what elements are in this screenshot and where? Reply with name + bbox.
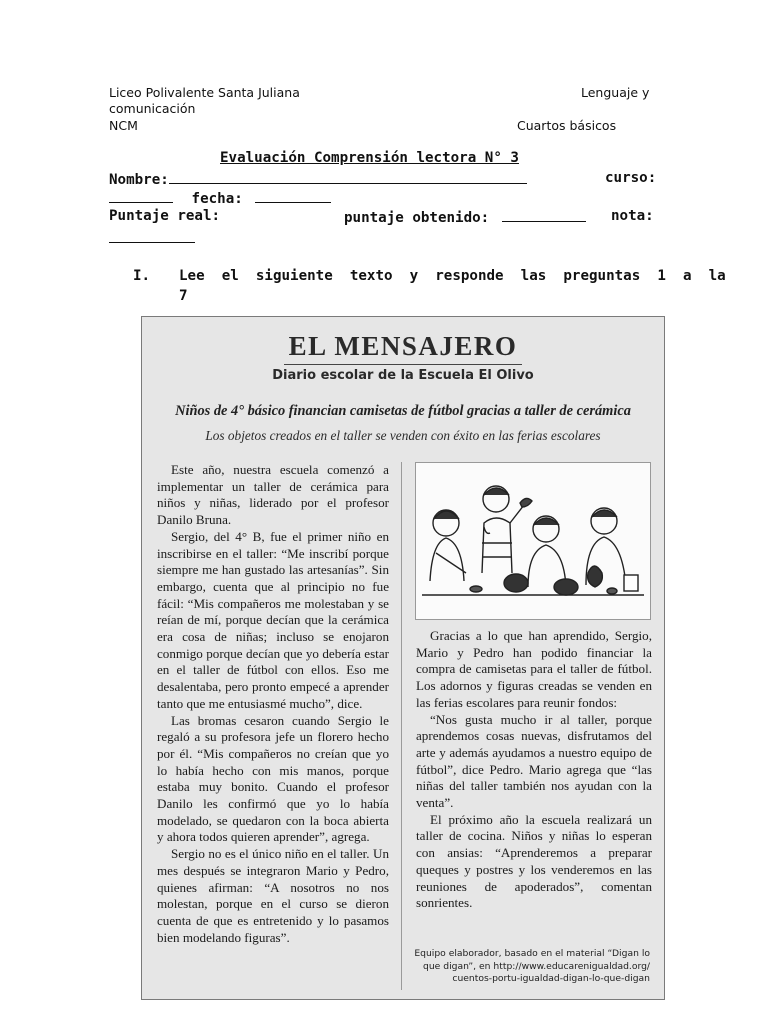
instruction-text-cont: 7 xyxy=(179,288,188,304)
credit-line: Equipo elaborador, basado en el material “Digan lo xyxy=(414,948,650,959)
name-field[interactable] xyxy=(169,169,527,184)
school-name: Liceo Polivalente Santa Juliana xyxy=(109,85,300,100)
credit-line: cuentos-portu-igualdad-digan-lo-que-digan xyxy=(452,973,650,985)
instruction-number: I. xyxy=(133,268,151,284)
grade-label: Cuartos básicos xyxy=(517,118,617,133)
lead: Los objetos creados en el taller se venden con éxito en las ferias escolares xyxy=(205,428,601,443)
paragraph: Gracias a lo que han aprendido, Sergio, Mario y Pedro han podido financiar la compra de camisetas para el taller de fútbol. Los adornos y figuras creadas se venden en las ferias escolares para reunir fondos: xyxy=(416,628,652,710)
subject-label: Lenguaje y xyxy=(581,85,650,100)
fecha-field[interactable] xyxy=(255,188,331,203)
nota-label: nota: xyxy=(611,208,654,224)
paragraph: Sergio, del 4° B, fue el primer niño en inscribirse en el taller: “Me inscribí porque siempre me han gustado las artesanías”. Sin embargo, cuenta que al principio no fue fácil: “Mis compañeros me molestaban y se reían de mí, porque decían que la cerámica era cosa de niñas; incluso se enojaron conmigo porque decían que yo debería estar en el taller de fútbol con ellos. Eso me desalentaba, pero pronto empecé a aprender tanto que me entusiasmé mucho”, dice. xyxy=(157,528,389,711)
children-pottery-illustration xyxy=(415,462,651,620)
article-right-column xyxy=(416,628,652,912)
fecha-label: fecha: xyxy=(191,191,243,207)
headline: Niños de 4° básico financian camisetas de fútbol gracias a taller de cerámica xyxy=(175,403,631,419)
paragraph: Sergio no es el único niño en el taller. Un mes después se integraron Mario y Pedro, quienes afirman: “A nosotros no nos molestan, porque en el curso se dieron cuenta de que es entretenido y lo pasamos bien modelando figuras”. xyxy=(157,846,389,945)
puntaje-obtenido-label: puntaje obtenido: xyxy=(344,210,490,226)
puntaje-real-label: Puntaje real: xyxy=(109,208,221,224)
source-credit xyxy=(404,948,650,986)
curso-field[interactable] xyxy=(109,188,173,203)
evaluation-title: Evaluación Comprensión lectora N° 3 xyxy=(220,150,519,166)
article-left-column xyxy=(157,462,389,946)
instruction-text: Lee el siguiente texto y responde las preguntas 1 a la xyxy=(179,268,726,284)
paragraph: El próximo año la escuela realizará un taller de cocina. Niños y niñas lo esperan con ansias: “Aprenderemos a preparar queques y postres y los venderemos en las reuniones de apoderados”, comentan sonrientes. xyxy=(416,811,652,911)
paragraph: Las bromas cesaron cuando Sergio le regaló a su profesora jefe un florero hecho por él. “Mis compañeros no creían que yo lo había hecho con mis manos, porque estaba muy bonito. Cuando el profesor Danilo les confirmó que yo lo había modelado, se quedaron con la boca abierta y ahora todos quieren aprender”, agrega. xyxy=(157,712,389,845)
column-divider xyxy=(401,462,402,990)
newspaper-subtitle: Diario escolar de la Escuela El Olivo xyxy=(272,368,534,383)
paragraph: Este año, nuestra escuela comenzó a implementar un taller de cerámica para niños y niñas, liderado por el profesor Danilo Bruna. xyxy=(157,462,389,528)
masthead: EL MENSAJERO xyxy=(288,331,518,361)
teacher-initials: NCM xyxy=(109,118,138,133)
masthead-rule xyxy=(284,364,522,365)
curso-label: curso: xyxy=(605,170,657,186)
date-row xyxy=(109,188,331,209)
puntaje-obtenido-field[interactable] xyxy=(502,207,586,222)
nota-field[interactable] xyxy=(109,242,195,243)
name-label: Nombre: xyxy=(109,172,169,188)
paragraph: “Nos gusta mucho ir al taller, porque aprendemos cosas nuevas, disfrutamos del arte y además ayudamos a nuestro equipo de fútbol”, dice Pedro. Mario agrega que “las niñas del taller también nos ayudan con la venta”. xyxy=(416,711,652,811)
subject-label-wrap: comunicación xyxy=(109,101,196,116)
pottery-drawing xyxy=(416,463,650,619)
credit-line: que digan”, en http://www.educarenigualdad.org/ xyxy=(423,960,650,972)
puntaje-obtenido-row xyxy=(344,207,586,228)
name-row xyxy=(109,169,527,190)
